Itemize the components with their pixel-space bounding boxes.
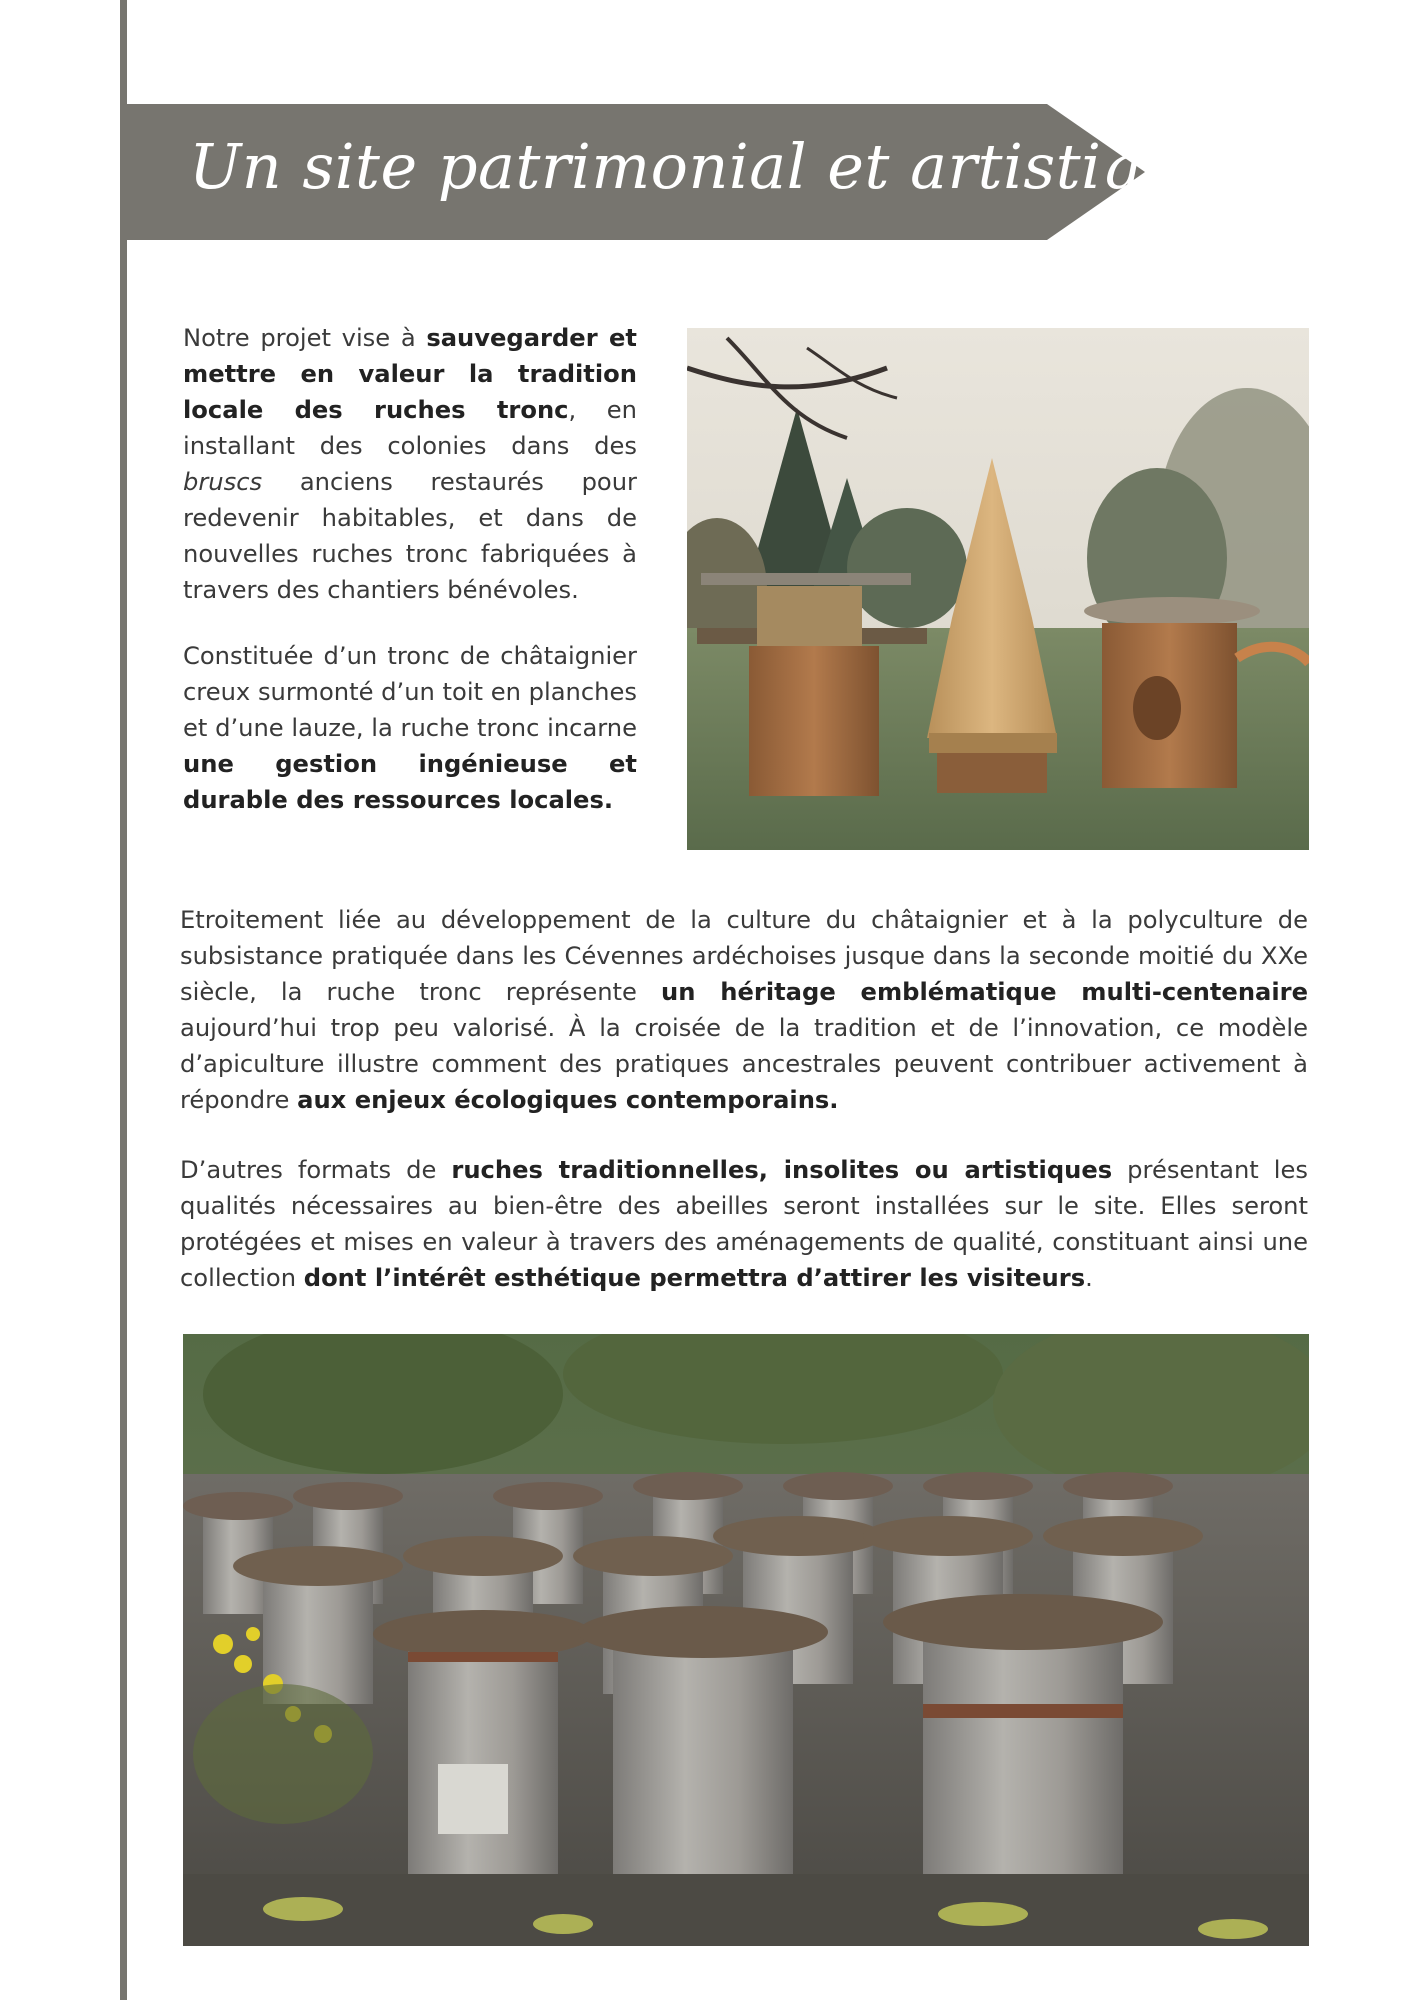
page-title: Un site patrimonial et artistique xyxy=(189,130,1220,203)
photo-traditional-hives-meadow xyxy=(687,328,1309,850)
body-paragraph-2: D’autres formats de ruches traditionnelles, insolites ou artistiques présentant les qualités nécessaires au bien-être des abeilles seront installées sur le site. Elles seront protégées et mises en valeur à travers des aménagements de qualité, constituant ainsi une collection dont l’intérêt esthétique permettra d’attirer les visiteurs. xyxy=(180,1156,1308,1292)
photo-trunk-hives-stone-wall xyxy=(183,1334,1309,1946)
left-margin-rule xyxy=(120,0,127,2000)
intro-paragraph-1: Notre projet vise à sauvegarder et mettre en valeur la tradition locale des ruches tronc, en installant des colonies dans des bruscs anciens restaurés pour redevenir habitables, et dans de nouvelles ruches tronc fabriquées à travers des chantiers bénévoles. xyxy=(183,324,638,604)
body-paragraph-1: Etroitement liée au développement de la culture du châtaignier et à la polyculture de subsistance pratiquée dans les Cévennes ardéchoises jusque dans la seconde moitié du XXe siècle, la ruche tronc représente un héritage emblématique multi-centenaire aujourd’hui trop peu valorisé. À la croisée de la tradition et de l’innovation, ce modèle d’apiculture illustre comment des pratiques ancestrales peuvent contribuer activement à répondre aux enjeux écologiques contemporains. xyxy=(180,906,1309,1114)
intro-paragraph-2: Constituée d’un tronc de châtaignier creux surmonté d’un toit en planches et d’une lauze, la ruche tronc incarne une gestion ingénieuse et durable des ressources locales. xyxy=(183,642,637,814)
title-banner xyxy=(127,104,1220,240)
